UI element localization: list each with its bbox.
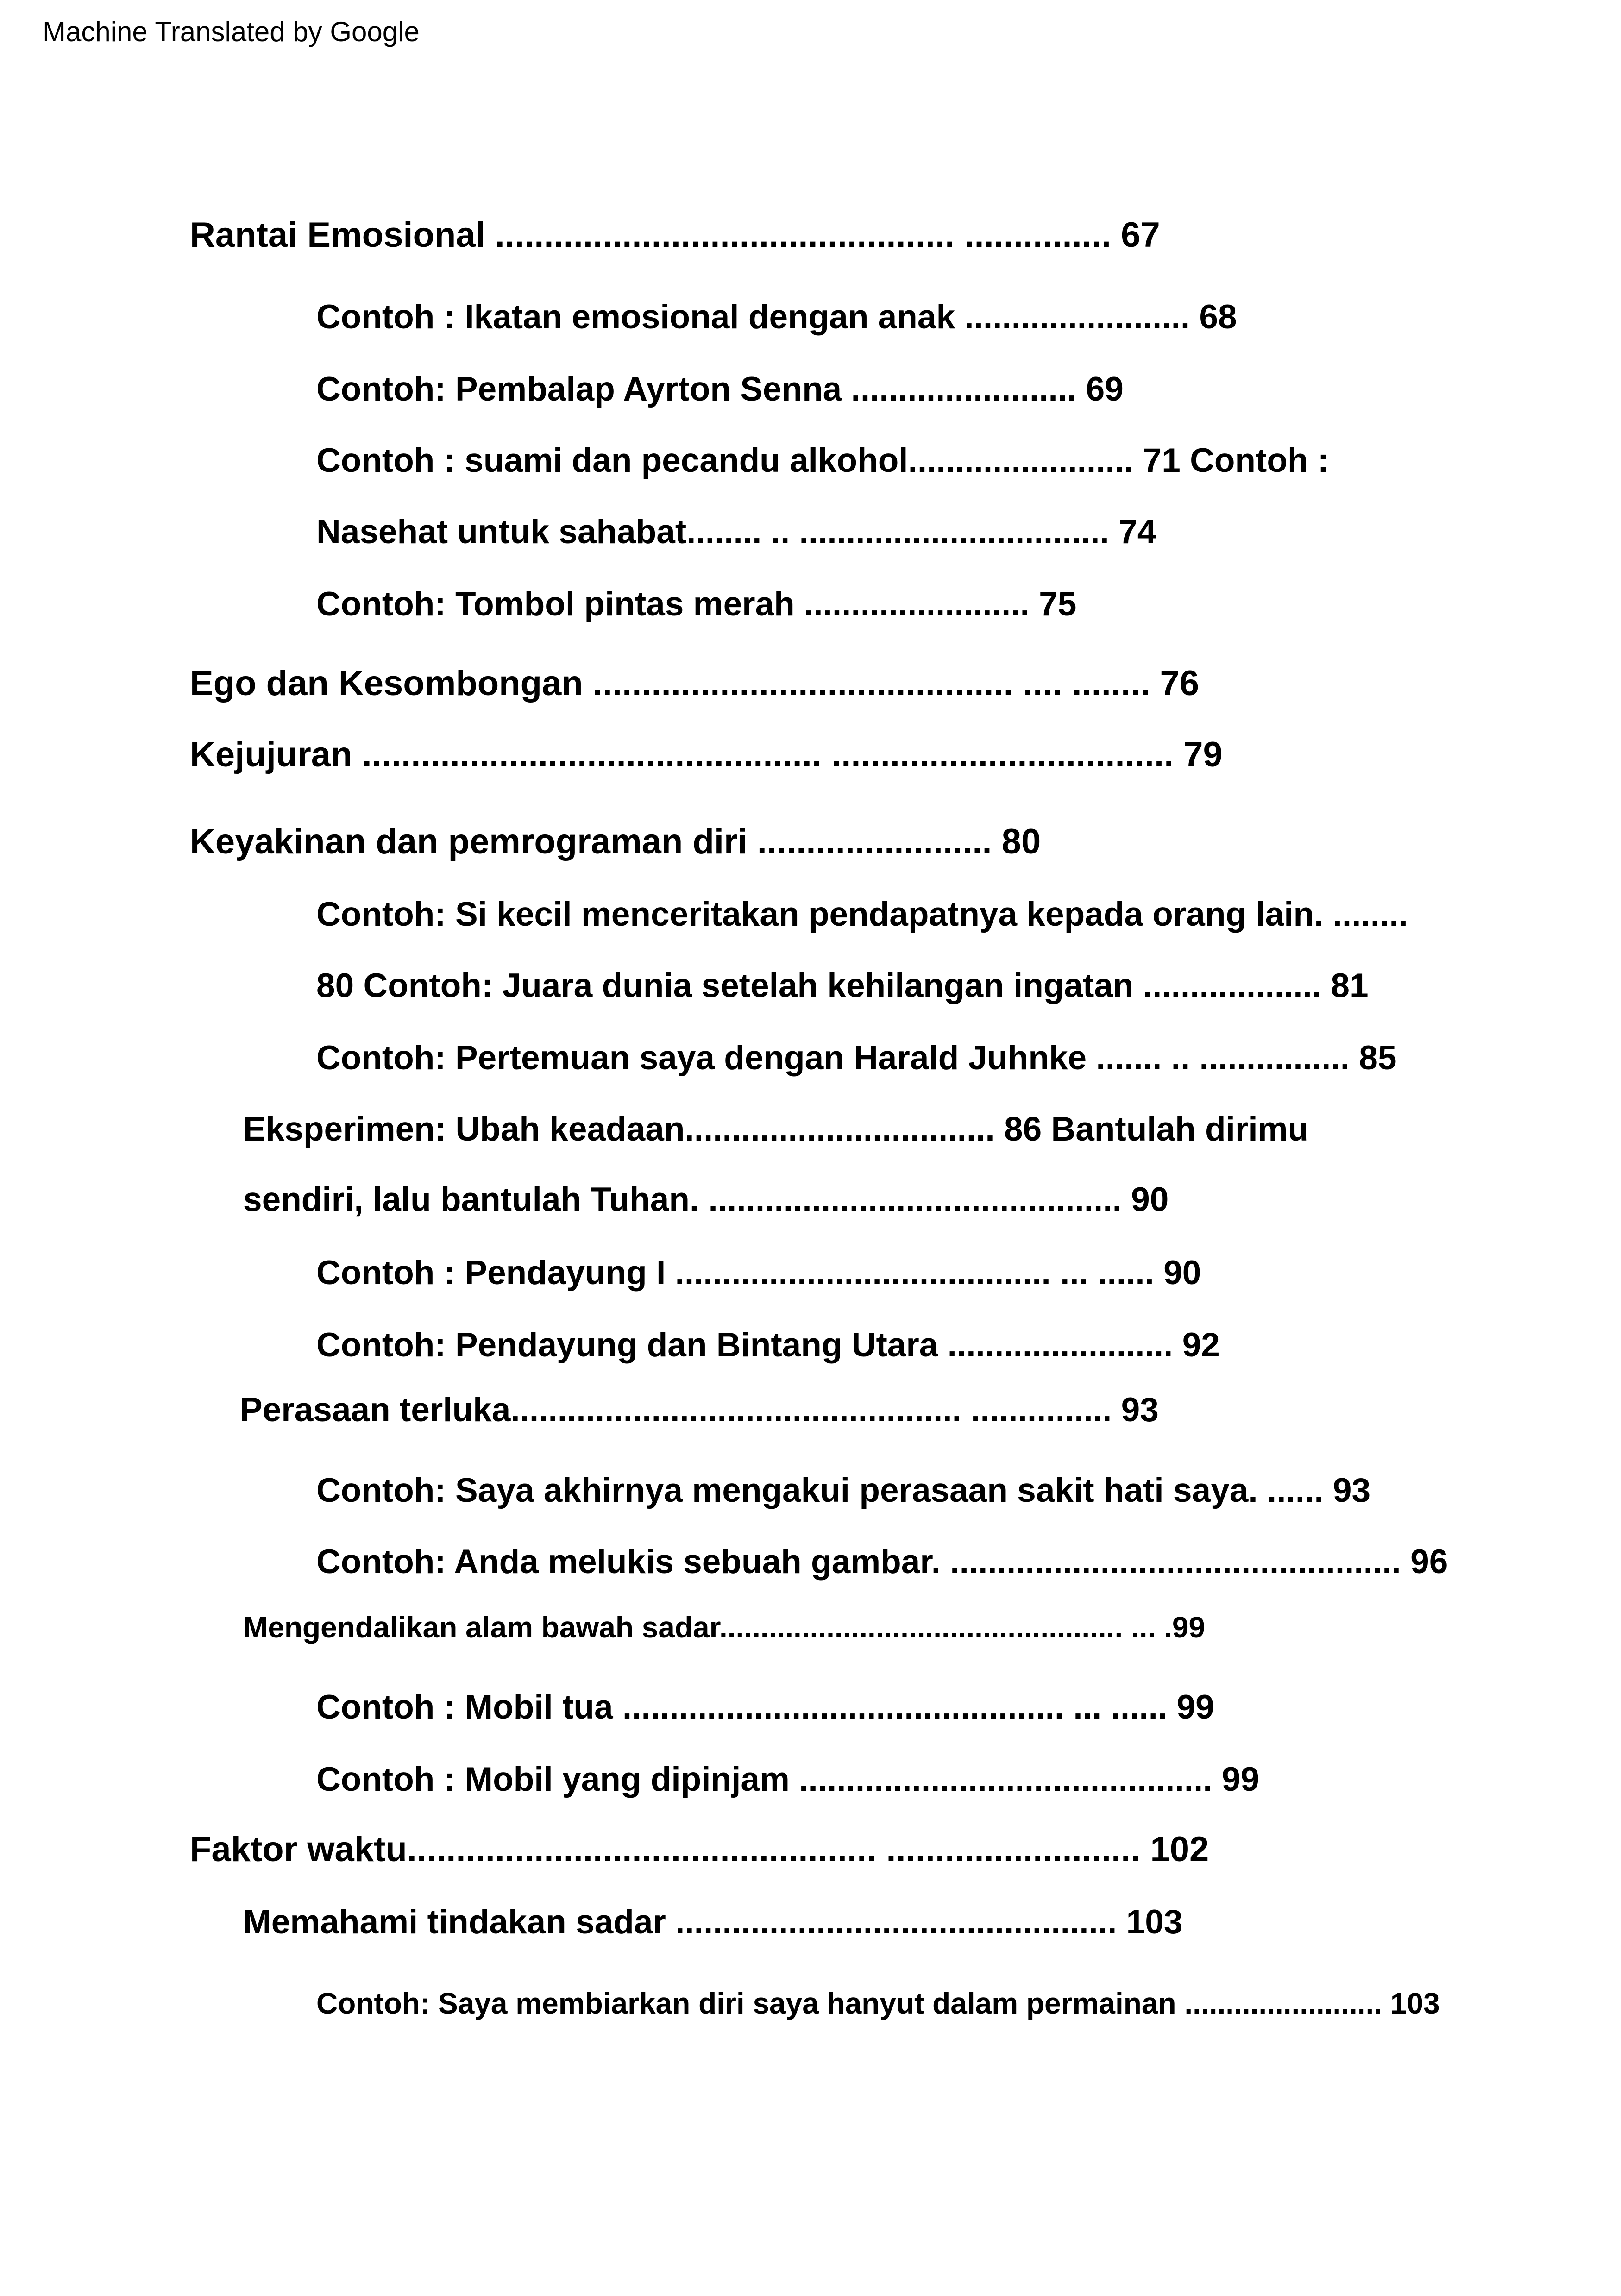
toc-entry-melukis-gambar: Contoh: Anda melukis sebuah gambar. ................................................ 96 xyxy=(316,1543,1448,1581)
toc-entry-keyakinan: Keyakinan dan pemrograman diri ........................ 80 xyxy=(190,822,1041,861)
toc-entry-ikatan-emosional: Contoh : Ikatan emosional dengan anak ........................ 68 xyxy=(316,298,1237,336)
toc-entry-ego-kesombongan: Ego dan Kesombongan ........................................... .... ........ 76 xyxy=(190,664,1200,703)
toc-entry-harald-juhnke: Contoh: Pertemuan saya dengan Harald Juhnke ....... .. ................ 85 xyxy=(316,1039,1397,1077)
toc-entry-ayrton-senna: Contoh: Pembalap Ayrton Senna ........................ 69 xyxy=(316,370,1124,408)
toc-entry-alam-bawah-sadar: Mengendalikan alam bawah sadar................................................. ... .99 xyxy=(243,1611,1206,1644)
toc-entry-kejujuran: Kejujuran ............................................... ................................... 79 xyxy=(190,735,1223,774)
toc-entry-mobil-dipinjam: Contoh : Mobil yang dipinjam ............................................ 99 xyxy=(316,1761,1260,1798)
toc-entry-eksperimen: Eksperimen: Ubah keadaan................................. 86 Bantulah dirimu xyxy=(243,1110,1309,1148)
toc-entry-nasehat-sahabat: Nasehat untuk sahabat........ .. ................................. 74 xyxy=(316,513,1156,551)
toc-entry-pendayung-bintang: Contoh: Pendayung dan Bintang Utara ........................ 92 xyxy=(316,1326,1220,1364)
toc-entry-suami-pecandu: Contoh : suami dan pecandu alkohol........................ 71 Contoh : xyxy=(316,442,1329,479)
toc-entry-rantai-emosional: Rantai Emosional ............................................... ............... 67 xyxy=(190,215,1160,255)
toc-entry-perasaan-terluka: Perasaan terluka................................................ ............... 93 xyxy=(240,1391,1159,1429)
header-note: Machine Translated by Google xyxy=(43,16,420,47)
toc-entry-tombol-pintas: Contoh: Tombol pintas merah ........................ 75 xyxy=(316,585,1077,623)
toc-entry-si-kecil: Contoh: Si kecil menceritakan pendapatnya kepada orang lain. ........ xyxy=(316,896,1408,933)
toc-entry-mobil-tua: Contoh : Mobil tua ............................................... ... ...... 99 xyxy=(316,1688,1214,1726)
toc-entry-faktor-waktu: Faktor waktu................................................ .......................... 102 xyxy=(190,1830,1209,1869)
toc-entry-juara-dunia: 80 Contoh: Juara dunia setelah kehilangan ingatan ................... 81 xyxy=(316,967,1369,1004)
toc-entry-hanyut-permainan: Contoh: Saya membiarkan diri saya hanyut dalam permainan ........................ 103 xyxy=(316,1987,1440,2020)
toc-entry-bantulah-tuhan: sendiri, lalu bantulah Tuhan. ............................................ 90 xyxy=(243,1181,1169,1218)
toc-entry-sakit-hati: Contoh: Saya akhirnya mengakui perasaan sakit hati saya. ...... 93 xyxy=(316,1472,1371,1509)
toc-entry-tindakan-sadar: Memahami tindakan sadar ............................................... 103 xyxy=(243,1903,1183,1941)
toc-entry-pendayung-1: Contoh : Pendayung I ........................................ ... ...... 90 xyxy=(316,1254,1201,1292)
